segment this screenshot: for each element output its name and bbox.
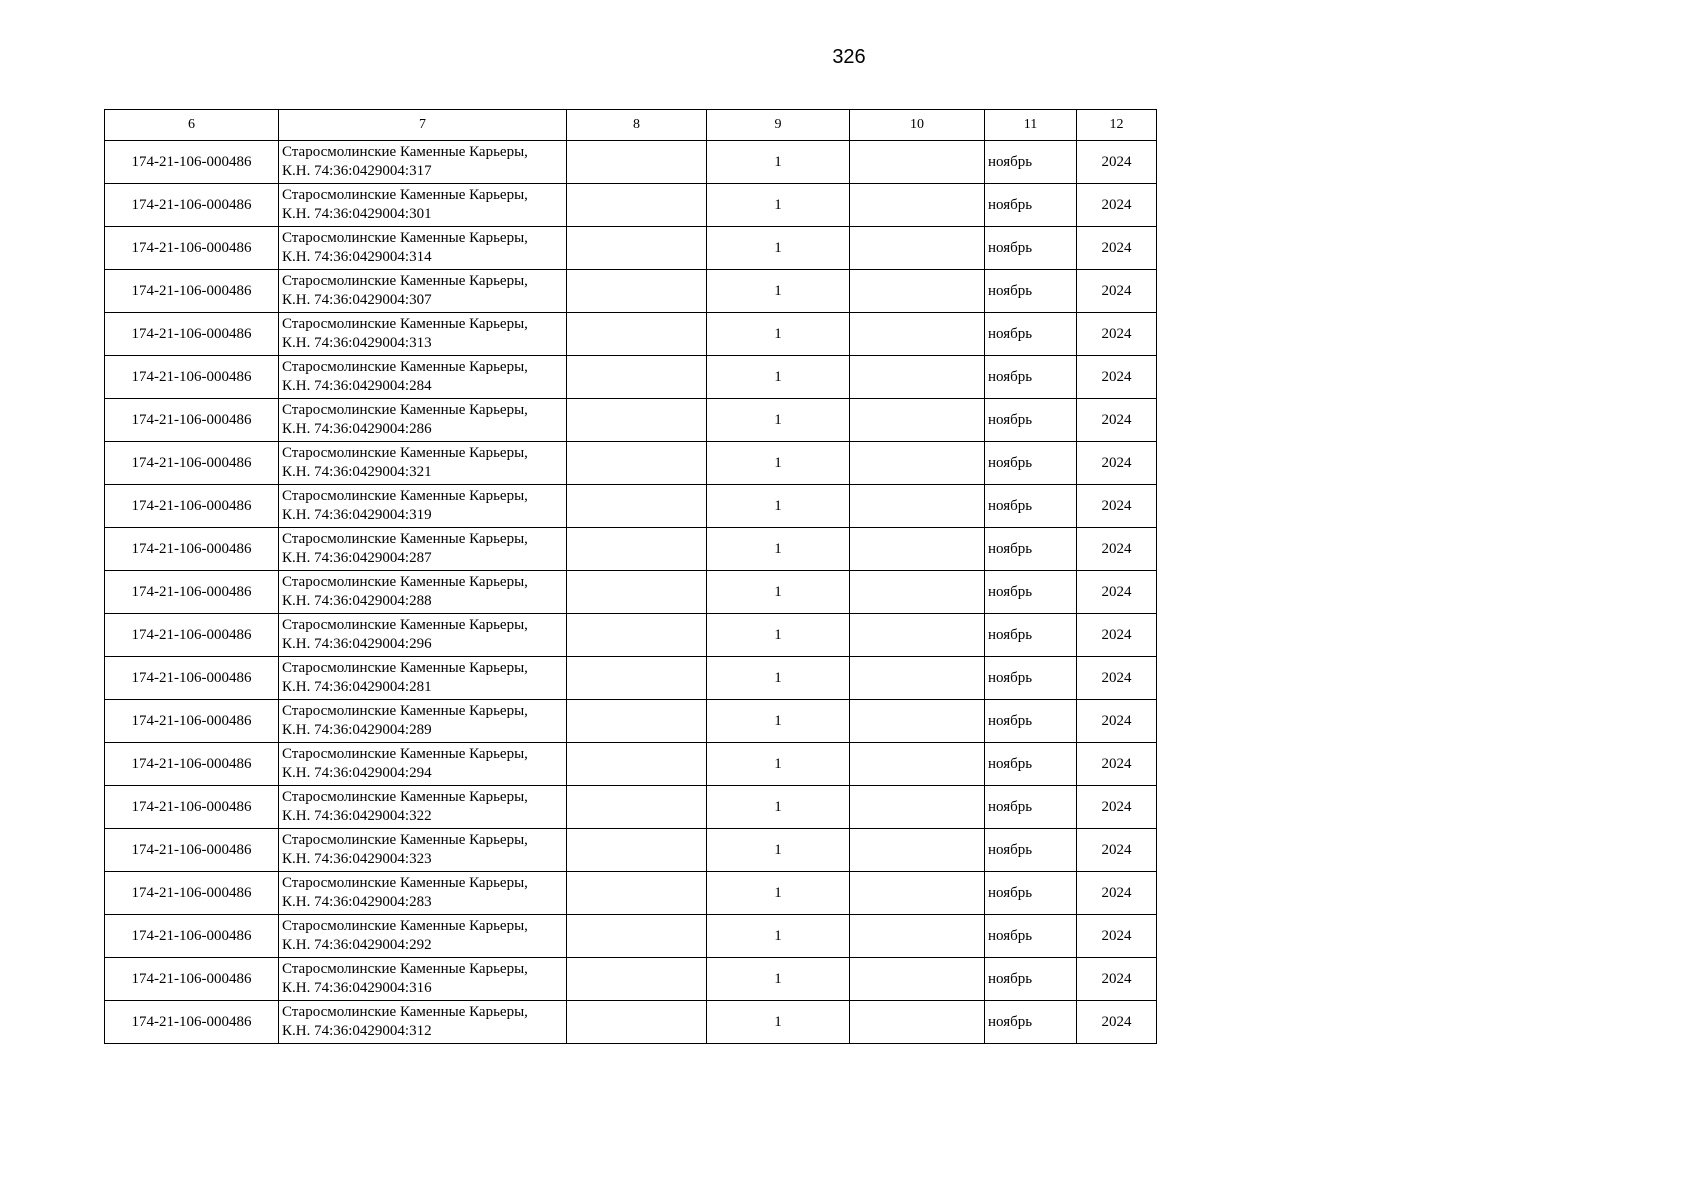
year-cell: 2024: [1077, 743, 1157, 786]
table-row: [105, 743, 1157, 786]
object-name-cell: [279, 829, 567, 872]
year-cell: 2024: [1077, 141, 1157, 184]
object-name: Старосмолинские Каменные Карьеры,: [282, 402, 528, 418]
object-name: Старосмолинские Каменные Карьеры,: [282, 832, 528, 848]
table-row: [105, 958, 1157, 1001]
object-name-cell: [279, 614, 567, 657]
cadastral-number: К.Н. 74:36:0429004:307: [282, 292, 432, 308]
cadastral-number: К.Н. 74:36:0429004:316: [282, 980, 432, 996]
object-name: Старосмолинские Каменные Карьеры,: [282, 746, 528, 762]
object-name: Старосмолинские Каменные Карьеры,: [282, 617, 528, 633]
year-cell: 2024: [1077, 270, 1157, 313]
object-name: Старосмолинские Каменные Карьеры,: [282, 445, 528, 461]
object-name: Старосмолинские Каменные Карьеры,: [282, 359, 528, 375]
month-cell: ноябрь: [985, 614, 1077, 657]
table-row: [105, 141, 1157, 184]
month-cell: ноябрь: [985, 141, 1077, 184]
year-cell: 2024: [1077, 700, 1157, 743]
object-name: Старосмолинские Каменные Карьеры,: [282, 660, 528, 676]
object-name: Старосмолинские Каменные Карьеры,: [282, 316, 528, 332]
quantity-cell: 1: [707, 313, 850, 356]
col10-cell: [850, 141, 985, 184]
year-cell: 2024: [1077, 786, 1157, 829]
registry-code-cell: 174-21-106-000486: [105, 270, 279, 313]
object-name-cell: [279, 184, 567, 227]
quantity-cell: 1: [707, 1001, 850, 1044]
col10-cell: [850, 442, 985, 485]
month-cell: ноябрь: [985, 1001, 1077, 1044]
month-cell: ноябрь: [985, 356, 1077, 399]
object-name: Старосмолинские Каменные Карьеры,: [282, 918, 528, 934]
cadastral-number: К.Н. 74:36:0429004:296: [282, 636, 432, 652]
cadastral-number: К.Н. 74:36:0429004:301: [282, 206, 432, 222]
table-header-row: [105, 110, 1157, 141]
registry-code-cell: 174-21-106-000486: [105, 571, 279, 614]
page-number-text: 326: [832, 46, 866, 68]
month-cell: ноябрь: [985, 958, 1077, 1001]
year-cell: 2024: [1077, 399, 1157, 442]
cadastral-number: К.Н. 74:36:0429004:292: [282, 937, 432, 953]
col8-cell: [567, 700, 707, 743]
month-cell: ноябрь: [985, 915, 1077, 958]
col8-cell: [567, 141, 707, 184]
table-row: [105, 313, 1157, 356]
month-cell: ноябрь: [985, 270, 1077, 313]
quantity-cell: 1: [707, 958, 850, 1001]
col8-cell: [567, 614, 707, 657]
object-name-cell: [279, 872, 567, 915]
cadastral-number: К.Н. 74:36:0429004:286: [282, 421, 432, 437]
data-table: [104, 109, 1157, 1044]
object-name: Старосмолинские Каменные Карьеры,: [282, 574, 528, 590]
cadastral-number: К.Н. 74:36:0429004:288: [282, 593, 432, 609]
object-name: Старосмолинские Каменные Карьеры,: [282, 488, 528, 504]
month-cell: ноябрь: [985, 571, 1077, 614]
quantity-cell: 1: [707, 141, 850, 184]
table-row: [105, 528, 1157, 571]
object-name-cell: [279, 571, 567, 614]
table-row: [105, 657, 1157, 700]
column-header-9: 9: [707, 110, 850, 141]
col8-cell: [567, 356, 707, 399]
object-name-cell: [279, 657, 567, 700]
registry-code-cell: 174-21-106-000486: [105, 829, 279, 872]
registry-code-cell: 174-21-106-000486: [105, 614, 279, 657]
month-cell: ноябрь: [985, 528, 1077, 571]
col10-cell: [850, 356, 985, 399]
col8-cell: [567, 657, 707, 700]
registry-code-cell: 174-21-106-000486: [105, 958, 279, 1001]
month-cell: ноябрь: [985, 743, 1077, 786]
col8-cell: [567, 829, 707, 872]
cadastral-number: К.Н. 74:36:0429004:284: [282, 378, 432, 394]
year-cell: 2024: [1077, 958, 1157, 1001]
column-header-8: 8: [567, 110, 707, 141]
object-name-cell: [279, 227, 567, 270]
object-name: Старосмолинские Каменные Карьеры,: [282, 875, 528, 891]
cadastral-number: К.Н. 74:36:0429004:314: [282, 249, 432, 265]
year-cell: 2024: [1077, 571, 1157, 614]
table-row: [105, 227, 1157, 270]
year-cell: 2024: [1077, 313, 1157, 356]
registry-code-cell: 174-21-106-000486: [105, 485, 279, 528]
table-row: [105, 442, 1157, 485]
col10-cell: [850, 270, 985, 313]
col10-cell: [850, 227, 985, 270]
month-cell: ноябрь: [985, 227, 1077, 270]
col10-cell: [850, 657, 985, 700]
object-name-cell: [279, 700, 567, 743]
table-row: [105, 786, 1157, 829]
object-name: Старосмолинские Каменные Карьеры,: [282, 703, 528, 719]
col8-cell: [567, 485, 707, 528]
col10-cell: [850, 313, 985, 356]
col8-cell: [567, 786, 707, 829]
table-row: [105, 399, 1157, 442]
col8-cell: [567, 958, 707, 1001]
quantity-cell: 1: [707, 915, 850, 958]
object-name-cell: [279, 786, 567, 829]
object-name-cell: [279, 442, 567, 485]
table-row: [105, 1001, 1157, 1044]
quantity-cell: 1: [707, 485, 850, 528]
cadastral-number: К.Н. 74:36:0429004:283: [282, 894, 432, 910]
col10-cell: [850, 915, 985, 958]
table-row: [105, 700, 1157, 743]
quantity-cell: 1: [707, 227, 850, 270]
registry-code-cell: 174-21-106-000486: [105, 1001, 279, 1044]
year-cell: 2024: [1077, 614, 1157, 657]
col10-cell: [850, 399, 985, 442]
month-cell: ноябрь: [985, 485, 1077, 528]
year-cell: 2024: [1077, 1001, 1157, 1044]
column-header-11: 11: [985, 110, 1077, 141]
registry-code-cell: 174-21-106-000486: [105, 184, 279, 227]
quantity-cell: 1: [707, 571, 850, 614]
year-cell: 2024: [1077, 829, 1157, 872]
column-header-10: 10: [850, 110, 985, 141]
quantity-cell: 1: [707, 270, 850, 313]
quantity-cell: 1: [707, 700, 850, 743]
cadastral-number: К.Н. 74:36:0429004:312: [282, 1023, 432, 1039]
col10-cell: [850, 958, 985, 1001]
col8-cell: [567, 915, 707, 958]
object-name: Старосмолинские Каменные Карьеры,: [282, 144, 528, 160]
table-row: [105, 485, 1157, 528]
quantity-cell: 1: [707, 786, 850, 829]
cadastral-number: К.Н. 74:36:0429004:287: [282, 550, 432, 566]
col8-cell: [567, 571, 707, 614]
col10-cell: [850, 829, 985, 872]
month-cell: ноябрь: [985, 184, 1077, 227]
year-cell: 2024: [1077, 442, 1157, 485]
object-name-cell: [279, 270, 567, 313]
object-name-cell: [279, 958, 567, 1001]
registry-code-cell: 174-21-106-000486: [105, 227, 279, 270]
object-name-cell: [279, 915, 567, 958]
quantity-cell: 1: [707, 657, 850, 700]
registry-code-cell: 174-21-106-000486: [105, 356, 279, 399]
object-name-cell: [279, 141, 567, 184]
registry-code-cell: 174-21-106-000486: [105, 399, 279, 442]
page-number: [0, 46, 1698, 69]
col10-cell: [850, 700, 985, 743]
cadastral-number: К.Н. 74:36:0429004:317: [282, 163, 432, 179]
object-name-cell: [279, 356, 567, 399]
object-name-cell: [279, 485, 567, 528]
col10-cell: [850, 872, 985, 915]
col10-cell: [850, 184, 985, 227]
col10-cell: [850, 485, 985, 528]
year-cell: 2024: [1077, 872, 1157, 915]
object-name-cell: [279, 1001, 567, 1044]
registry-code-cell: 174-21-106-000486: [105, 657, 279, 700]
quantity-cell: 1: [707, 399, 850, 442]
table-row: [105, 270, 1157, 313]
col8-cell: [567, 528, 707, 571]
year-cell: 2024: [1077, 227, 1157, 270]
col10-cell: [850, 528, 985, 571]
col10-cell: [850, 1001, 985, 1044]
registry-code-cell: 174-21-106-000486: [105, 528, 279, 571]
col8-cell: [567, 184, 707, 227]
month-cell: ноябрь: [985, 872, 1077, 915]
month-cell: ноябрь: [985, 700, 1077, 743]
col8-cell: [567, 270, 707, 313]
cadastral-number: К.Н. 74:36:0429004:313: [282, 335, 432, 351]
table-row: [105, 829, 1157, 872]
table-row: [105, 614, 1157, 657]
month-cell: ноябрь: [985, 313, 1077, 356]
year-cell: 2024: [1077, 915, 1157, 958]
year-cell: 2024: [1077, 485, 1157, 528]
quantity-cell: 1: [707, 356, 850, 399]
registry-code-cell: 174-21-106-000486: [105, 700, 279, 743]
month-cell: ноябрь: [985, 657, 1077, 700]
cadastral-number: К.Н. 74:36:0429004:321: [282, 464, 432, 480]
registry-code-cell: 174-21-106-000486: [105, 313, 279, 356]
quantity-cell: 1: [707, 528, 850, 571]
registry-code-cell: 174-21-106-000486: [105, 141, 279, 184]
quantity-cell: 1: [707, 442, 850, 485]
object-name: Старосмолинские Каменные Карьеры,: [282, 961, 528, 977]
registry-code-cell: 174-21-106-000486: [105, 442, 279, 485]
col10-cell: [850, 571, 985, 614]
col10-cell: [850, 614, 985, 657]
col8-cell: [567, 1001, 707, 1044]
col8-cell: [567, 227, 707, 270]
table-body: [105, 141, 1157, 1044]
cadastral-number: К.Н. 74:36:0429004:319: [282, 507, 432, 523]
column-header-12: 12: [1077, 110, 1157, 141]
year-cell: 2024: [1077, 657, 1157, 700]
table-row: [105, 356, 1157, 399]
cadastral-number: К.Н. 74:36:0429004:323: [282, 851, 432, 867]
col10-cell: [850, 786, 985, 829]
table-row: [105, 915, 1157, 958]
object-name: Старосмолинские Каменные Карьеры,: [282, 187, 528, 203]
object-name: Старосмолинские Каменные Карьеры,: [282, 273, 528, 289]
object-name: Старосмолинские Каменные Карьеры,: [282, 1004, 528, 1020]
cadastral-number: К.Н. 74:36:0429004:322: [282, 808, 432, 824]
quantity-cell: 1: [707, 872, 850, 915]
table-row: [105, 184, 1157, 227]
quantity-cell: 1: [707, 829, 850, 872]
registry-code-cell: 174-21-106-000486: [105, 915, 279, 958]
cadastral-number: К.Н. 74:36:0429004:281: [282, 679, 432, 695]
registry-code-cell: 174-21-106-000486: [105, 786, 279, 829]
object-name-cell: [279, 399, 567, 442]
month-cell: ноябрь: [985, 442, 1077, 485]
registry-code-cell: 174-21-106-000486: [105, 872, 279, 915]
quantity-cell: 1: [707, 614, 850, 657]
col8-cell: [567, 399, 707, 442]
quantity-cell: 1: [707, 184, 850, 227]
col8-cell: [567, 743, 707, 786]
column-header-6: 6: [105, 110, 279, 141]
table-row: [105, 872, 1157, 915]
cadastral-number: К.Н. 74:36:0429004:289: [282, 722, 432, 738]
cadastral-number: К.Н. 74:36:0429004:294: [282, 765, 432, 781]
table-row: [105, 571, 1157, 614]
object-name: Старосмолинские Каменные Карьеры,: [282, 531, 528, 547]
month-cell: ноябрь: [985, 399, 1077, 442]
year-cell: 2024: [1077, 528, 1157, 571]
object-name: Старосмолинские Каменные Карьеры,: [282, 230, 528, 246]
column-header-7: 7: [279, 110, 567, 141]
col10-cell: [850, 743, 985, 786]
object-name: Старосмолинские Каменные Карьеры,: [282, 789, 528, 805]
object-name-cell: [279, 528, 567, 571]
month-cell: ноябрь: [985, 829, 1077, 872]
year-cell: 2024: [1077, 356, 1157, 399]
quantity-cell: 1: [707, 743, 850, 786]
registry-code-cell: 174-21-106-000486: [105, 743, 279, 786]
month-cell: ноябрь: [985, 786, 1077, 829]
col8-cell: [567, 872, 707, 915]
object-name-cell: [279, 743, 567, 786]
year-cell: 2024: [1077, 184, 1157, 227]
col8-cell: [567, 442, 707, 485]
col8-cell: [567, 313, 707, 356]
object-name-cell: [279, 313, 567, 356]
